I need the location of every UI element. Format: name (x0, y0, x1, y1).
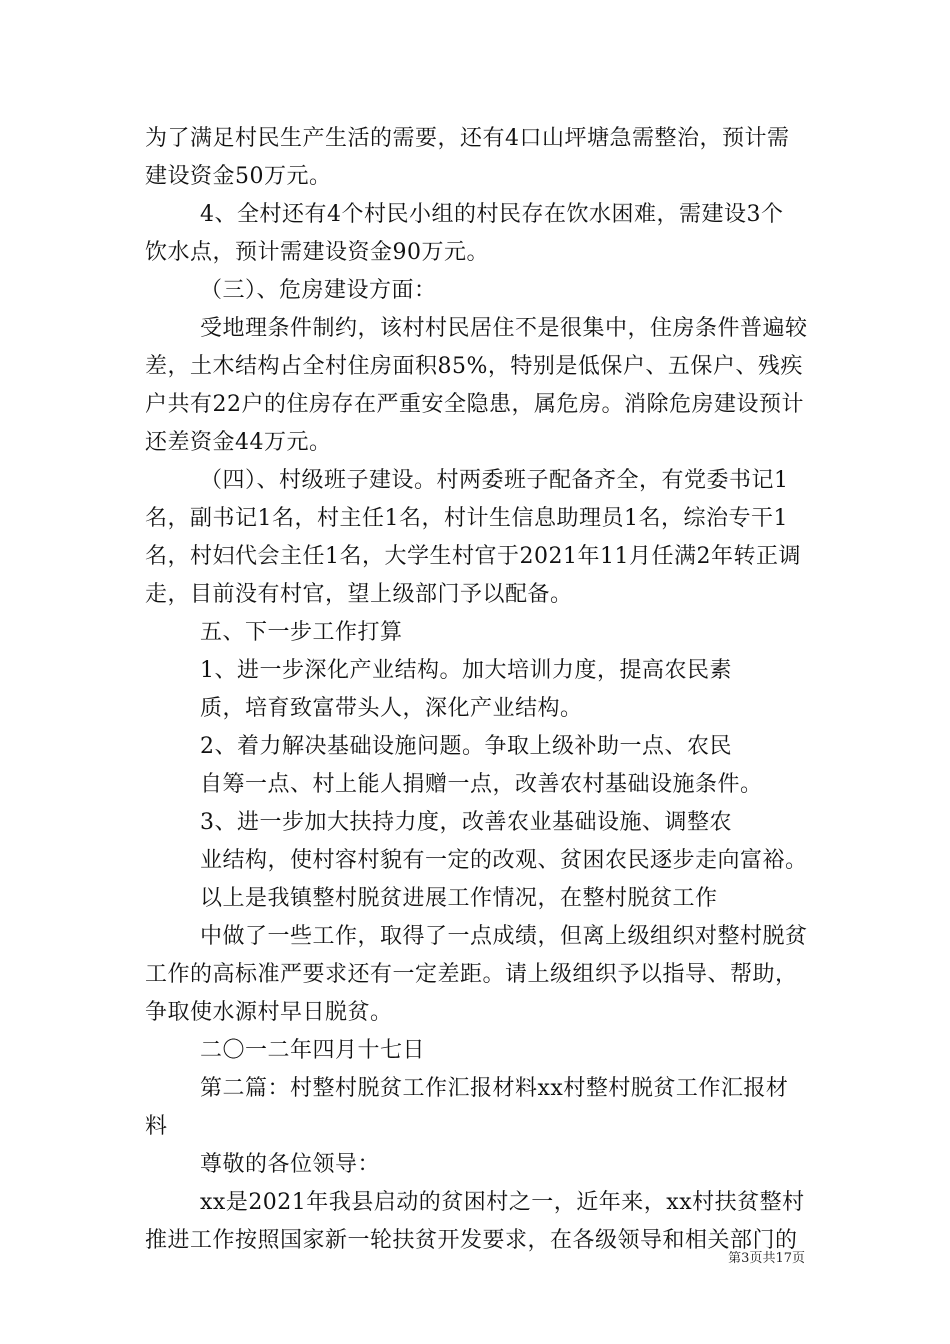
text-line: 饮水点，预计需建设资金90万元。 (145, 240, 489, 265)
salutation: 尊敬的各位领导： (200, 1152, 381, 1177)
text-line: 料 (145, 1114, 168, 1139)
text-line: 中做了一些工作，取得了一点成绩，但离上级组织对整村脱贫 (200, 924, 808, 949)
text-line: 走，目前没有村官，望上级部门予以配备。 (145, 582, 573, 607)
text-line: 差，土木结构占全村住房面积85%，特别是低保户、五保户、残疾 (145, 354, 803, 379)
section-title: 第二篇：村整村脱贫工作汇报材料xx村整村脱贫工作汇报材 (200, 1076, 789, 1101)
text-line: 争取使水源村早日脱贫。 (145, 1000, 393, 1025)
text-line: 户共有22户的住房存在严重安全隐患，属危房。消除危房建设预计 (145, 392, 804, 417)
text-line: 质，培育致富带头人，深化产业结构。 (200, 696, 583, 721)
text-line: 业结构，使村容村貌有一定的改观、贫困农民逐步走向富裕。 (200, 848, 808, 873)
text-line: 自筹一点、村上能人捐赠一点，改善农村基础设施条件。 (200, 772, 763, 797)
text-line: 2、着力解决基础设施问题。争取上级补助一点、农民 (200, 734, 732, 759)
text-line: 3、进一步加大扶持力度，改善农业基础设施、调整农 (200, 810, 732, 835)
text-line: xx是2021年我县启动的贫困村之一，近年来，xx村扶贫整村 (200, 1190, 805, 1215)
text-line: 为了满足村民生产生活的需要，还有4口山坪塘急需整治，预计需 (145, 126, 790, 151)
section-heading: （三）、危房建设方面： (200, 278, 437, 303)
text-line: 名，副书记1名，村主任1名，村计生信息助理员1名，综治专干1 (145, 506, 788, 531)
page-number: 第3页共17页 (728, 1251, 805, 1266)
text-line: 还差资金44万元。 (145, 430, 332, 455)
date-line: 二〇一二年四月十七日 (200, 1038, 426, 1063)
text-line: 1、进一步深化产业结构。加大培训力度，提高农民素 (200, 658, 732, 683)
text-line: 受地理条件制约，该村村民居住不是很集中，住房条件普遍较 (200, 316, 808, 341)
text-line: 建设资金50万元。 (145, 164, 332, 189)
text-line: （四）、村级班子建设。村两委班子配备齐全，有党委书记1 (200, 468, 789, 493)
text-line: 4、全村还有4个村民小组的村民存在饮水困难，需建设3个 (200, 202, 784, 227)
text-line: 名，村妇代会主任1名，大学生村官于2021年11月任满2年转正调 (145, 544, 801, 569)
section-heading: 五、下一步工作打算 (200, 620, 403, 645)
text-line: 推进工作按照国家新一轮扶贫开发要求，在各级领导和相关部门的 (145, 1228, 798, 1253)
text-line: 以上是我镇整村脱贫进展工作情况，在整村脱贫工作 (200, 886, 718, 911)
text-line: 工作的高标准严要求还有一定差距。请上级组织予以指导、帮助， (145, 962, 798, 987)
